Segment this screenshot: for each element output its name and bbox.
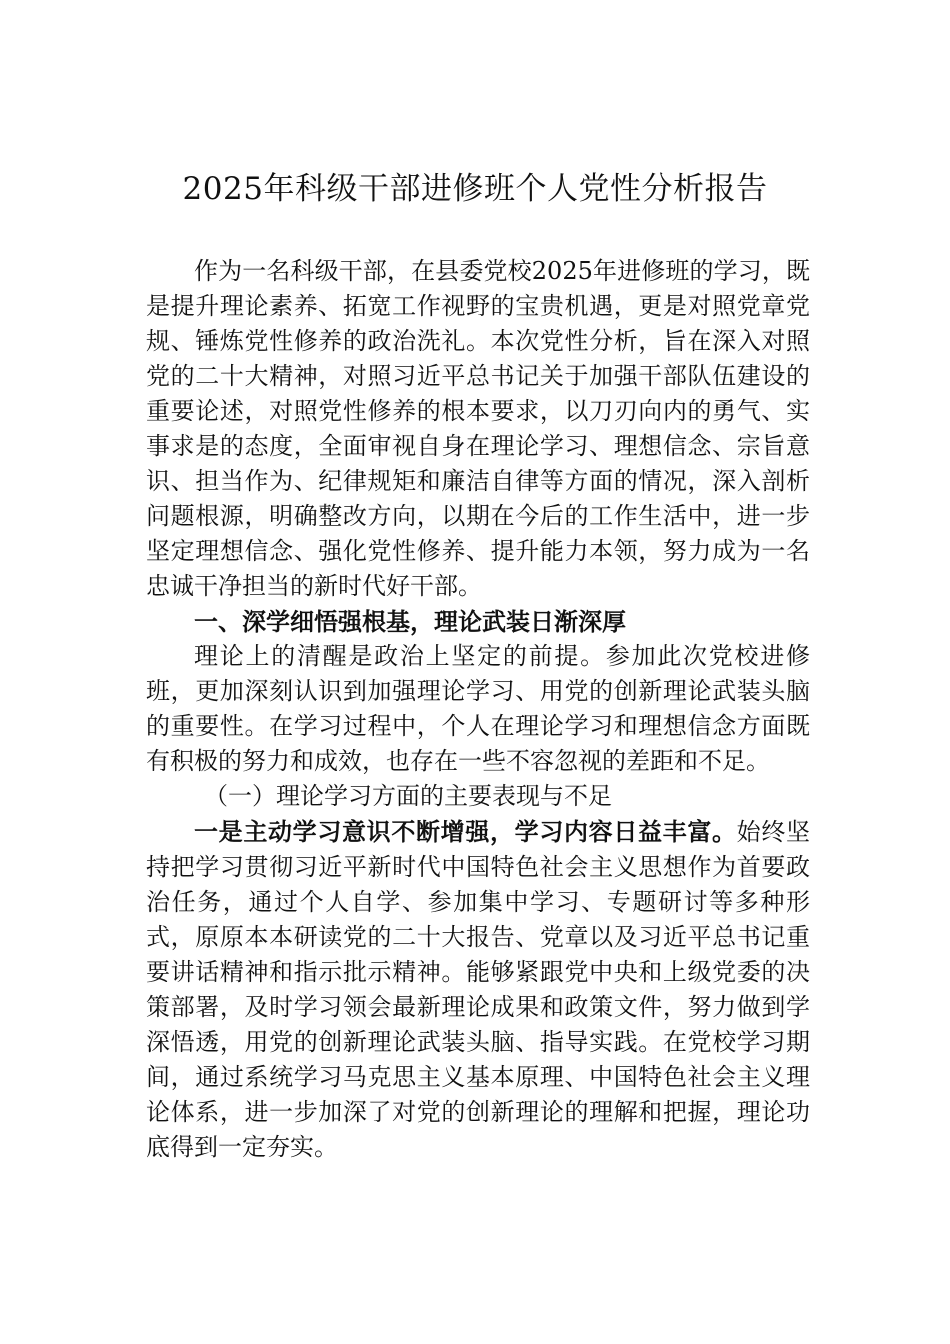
point-paragraph — [146, 814, 810, 1165]
section-paragraph: 理论上的清醒是政治上坚定的前提。参加此次党校进修班，更加深刻认识到加强理论学习、用党的创新理论武装头脑的重要性。在学习过程中，个人在理论学习和理想信念方面既有积极的努力和成效，也存在一些不容忽视的差距和不足。 — [146, 642, 810, 775]
intro-paragraph: 作为一名科级干部，在县委党校2025年进修班的学习，既是提升理论素养、拓宽工作视野的宝贵机遇，更是对照党章党规、锤炼党性修养的政治洗礼。本次党性分析，旨在深入对照党的二十大精神，对照习近平总书记关于加强干部队伍建设的重要论述，对照党性修养的根本要求，以刀刃向内的勇气、实事求是的态度，全面审视自身在理论学习、理想信念、宗旨意识、担当作为、纪律规矩和廉洁自律等方面的情况，深入剖析问题根源，明确整改方向，以期在今后的工作生活中，进一步坚定理想信念、强化党性修养、提升能力本领，努力成为一名忠诚干净担当的新时代好干部。 — [146, 257, 810, 600]
document-body — [146, 254, 810, 1165]
document-title: 2025年科级干部进修班个人党性分析报告 — [182, 171, 768, 207]
subsection-heading: （一）理论学习方面的主要表现与不足 — [204, 782, 612, 810]
point-text: 始终坚持把学习贯彻习近平新时代中国特色社会主义思想作为首要政治任务，通过个人自学、参加集中学习、专题研讨等多种形式，原原本本研读党的二十大报告、党章以及习近平总书记重要讲话精神和指示批示精神。能够紧跟党中央和上级党委的决策部署，及时学习领会最新理论成果和政策文件，努力做到学深悟透，用党的创新理论武装头脑、指导实践。在党校学习期间，通过系统学习马克思主义基本原理、中国特色社会主义理论体系，进一步加深了对党的创新理论的理解和把握，理论功底得到一定夯实。 — [146, 818, 811, 1161]
section-heading: 一、深学细悟强根基，理论武装日渐深厚 — [194, 607, 626, 636]
point-lead: 一是主动学习意识不断增强，学习内容日益丰富。 — [194, 817, 737, 846]
